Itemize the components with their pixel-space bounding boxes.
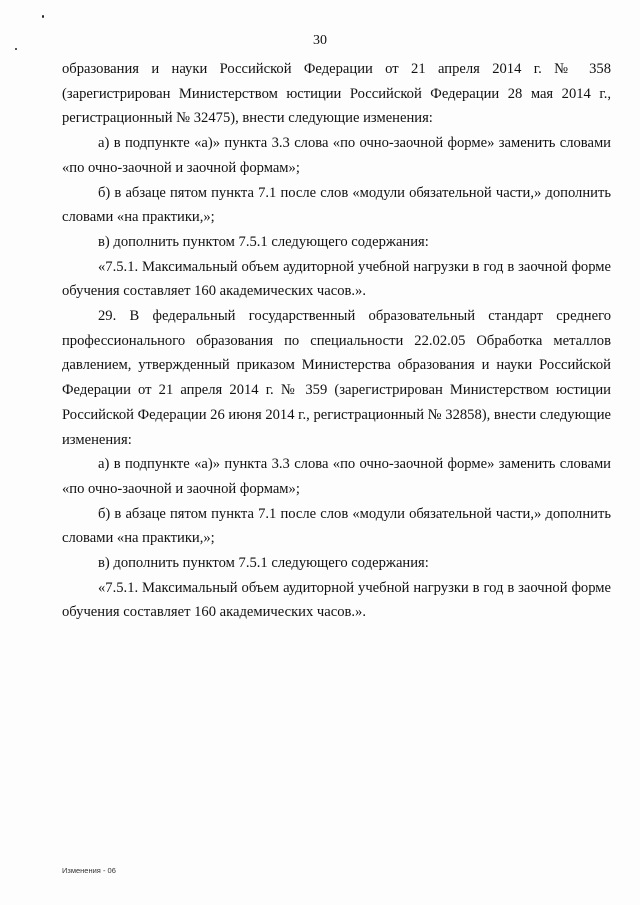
paragraph-item-b: б) в абзаце пятом пункта 7.1 после слов «модули обязательной части,» дополнить словами «на практики,»; <box>62 184 611 226</box>
footer-label: Изменения - 06 <box>62 866 116 875</box>
document-body <box>62 57 611 625</box>
paragraph-item-b: б) в абзаце пятом пункта 7.1 после слов «модули обязательной части,» дополнить словами «на практики,»; <box>62 505 611 547</box>
paragraph-continuation: образования и науки Российской Федерации от 21 апреля 2014 г. № 358 (зарегистрирован Министерством юстиции Российской Федерации 28 мая 2014 г., регистрационный № 32475), внести следующие изменения: <box>62 61 611 127</box>
paragraph-item-a: а) в подпункте «а)» пункта 3.3 слова «по очно-заочной форме» заменить словами «по очно-заочной и заочной формам»; <box>62 456 611 497</box>
page-number: 30 <box>313 33 327 48</box>
paragraph-quote: «7.5.1. Максимальный объем аудиторной учебной нагрузки в год в заочной форме обучения составляет 160 академических часов.». <box>62 579 611 621</box>
paragraph-29: 29. В федеральный государственный образовательный стандарт среднего профессионального образования по специальности 22.02.05 Обработка металлов давлением, утвержденный приказом Министерства образования и науки Российской Федерации от 21 апреля 2014 г. № 359 (зарегистрирован Министерством юстиции Российской Федерации 26 июня 2014 г., регистрационный № 32858), внести следующие изменения: <box>62 308 611 448</box>
paragraph-item-a: а) в подпункте «а)» пункта 3.3 слова «по очно-заочной форме» заменить словами «по очно-заочной и заочной формам»; <box>62 135 611 176</box>
paragraph-quote: «7.5.1. Максимальный объем аудиторной учебной нагрузки в год в заочной форме обучения составляет 160 академических часов.». <box>62 258 611 300</box>
paragraph-item-v: в) дополнить пунктом 7.5.1 следующего содержания: <box>98 555 429 572</box>
scan-speck <box>42 15 44 18</box>
paragraph-item-v: в) дополнить пунктом 7.5.1 следующего содержания: <box>98 233 429 250</box>
